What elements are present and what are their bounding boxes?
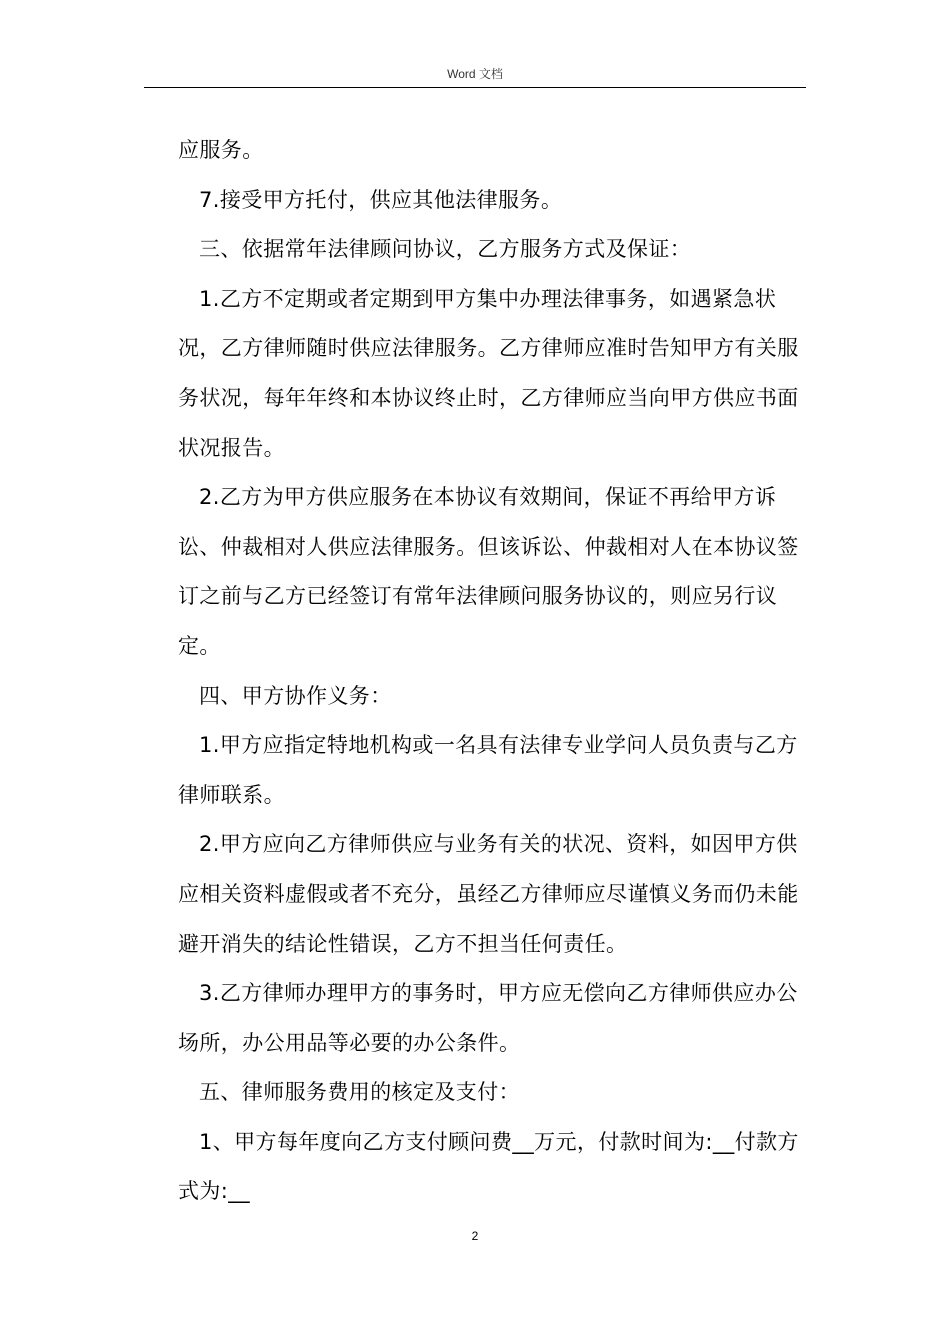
section-heading-5: 五、律师服务费用的核定及支付：	[199, 1080, 520, 1105]
paragraph-continuation: 应服务。	[178, 138, 264, 162]
section-heading-3: 三、依据常年法律顾问协议，乙方服务方式及保证：	[199, 237, 692, 262]
page-header: Word 文档	[447, 67, 503, 81]
document-body	[178, 126, 808, 1217]
paragraph-item-7: 7.接受甲方托付，供应其他法律服务。	[199, 187, 563, 212]
paragraph-4-2: 2.甲方应向乙方律师供应与业务有关的状况、资料，如因甲方供应相关资料虚假或者不充分，虽经乙方律师应尽谨慎义务而仍未能避开消失的结论性错误，乙方不担当任何责任。	[178, 832, 799, 956]
section-heading-4: 四、甲方协作义务：	[199, 683, 392, 708]
paragraph-5-1: 1、甲方每年度向乙方支付顾问费__万元，付款时间为:__付款方式为:__	[178, 1129, 799, 1204]
page-number: 2	[471, 1229, 479, 1243]
header-divider	[144, 87, 806, 88]
paragraph-4-3: 3.乙方律师办理甲方的事务时，甲方应无偿向乙方律师供应办公场所，办公用品等必要的办公条件。	[178, 981, 798, 1055]
paragraph-3-1: 1.乙方不定期或者定期到甲方集中办理法律事务，如遇紧急状况，乙方律师随时供应法律服务。乙方律师应准时告知甲方有关服务状况，每年年终和本协议终止时，乙方律师应当向甲方供应书面状况报告。	[178, 286, 799, 460]
paragraph-3-2: 2.乙方为甲方供应服务在本协议有效期间，保证不再给甲方诉讼、仲裁相对人供应法律服务。但该诉讼、仲裁相对人在本协议签订之前与乙方已经签订有常年法律顾问服务协议的，则应另行议定。	[178, 485, 799, 658]
paragraph-4-1: 1.甲方应指定特地机构或一名具有法律专业学问人员负责与乙方律师联系。	[178, 733, 798, 807]
